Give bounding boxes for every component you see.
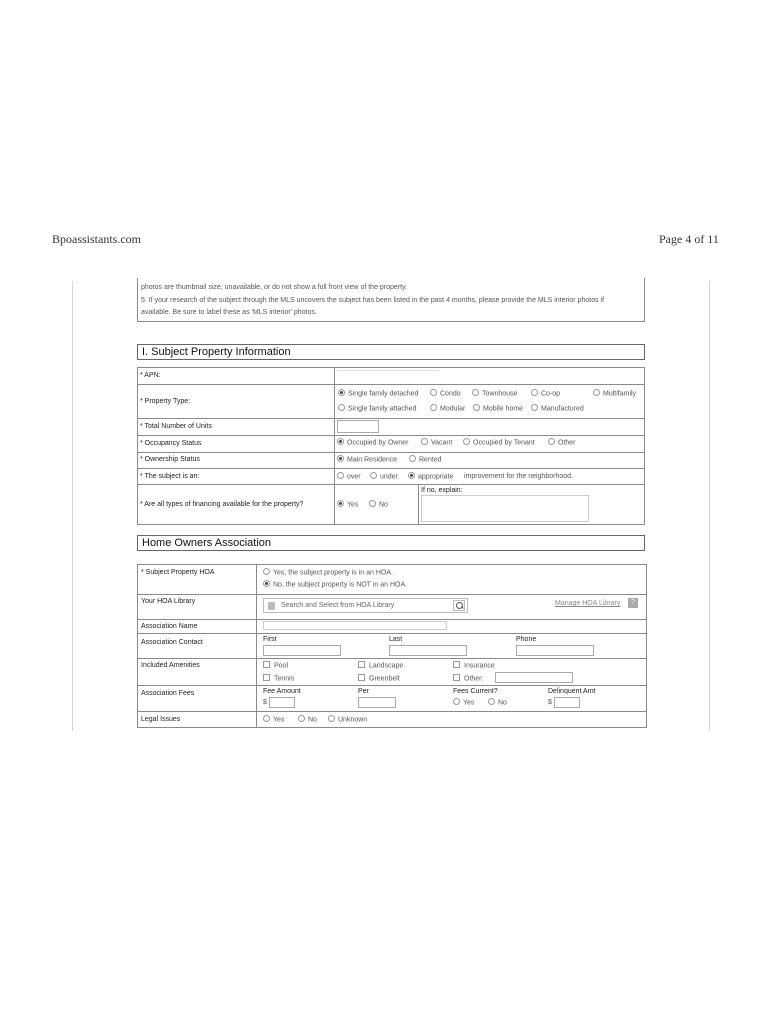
instruction-line-2: 5. If your research of the subject through the MLS uncovers the subject has been listed in the past 4 months, please provide the MLS interior photos if xyxy=(141,297,605,304)
financing-yes[interactable]: Yes xyxy=(337,501,358,508)
library-icon xyxy=(268,602,275,610)
help-icon[interactable]: ? xyxy=(628,598,638,608)
subject-is-under[interactable]: under xyxy=(370,473,398,480)
radio-icon xyxy=(337,500,344,507)
radio-icon xyxy=(370,472,377,479)
fee-amount-label: Fee Amount xyxy=(263,688,301,695)
subject-hoa-label: * Subject Property HOA xyxy=(141,569,215,576)
property-type-label: * Property Type: xyxy=(140,398,191,405)
fees-current-label: Fees Current? xyxy=(453,688,498,695)
occupancy-vacant[interactable]: Vacant xyxy=(421,439,452,446)
instruction-line-3: available. Be sure to label these as 'MLS interior' photos. xyxy=(141,309,317,316)
fees-current-yes[interactable]: Yes xyxy=(453,699,474,706)
radio-icon xyxy=(453,698,460,705)
per-select[interactable] xyxy=(358,697,396,708)
financing-no[interactable]: No xyxy=(369,501,388,508)
explain-divider xyxy=(418,484,419,525)
radio-icon xyxy=(338,389,345,396)
legal-unknown[interactable]: Unknown xyxy=(328,716,367,723)
amenity-landscape[interactable]: Landscape xyxy=(358,662,403,669)
radio-icon xyxy=(263,580,270,587)
row-divider xyxy=(137,484,645,485)
page-right-rule xyxy=(709,281,710,731)
occupancy-label: * Occupancy Status xyxy=(140,440,202,447)
amenity-pool[interactable]: Pool xyxy=(263,662,288,669)
property-type-mobile-home[interactable]: Mobile home xyxy=(473,405,523,412)
checkbox-icon xyxy=(358,661,365,668)
occupancy-tenant[interactable]: Occupied by Tenant xyxy=(463,439,535,446)
delinquent-input[interactable] xyxy=(554,697,580,708)
property-type-multifamily[interactable]: Multifamily xyxy=(593,390,636,397)
legal-issues-label: Legal Issues xyxy=(141,716,181,723)
radio-icon xyxy=(409,455,416,462)
radio-icon xyxy=(430,404,437,411)
amenity-other-input[interactable] xyxy=(495,672,573,683)
subject-is-over[interactable]: over xyxy=(337,473,361,480)
amenity-insurance[interactable]: Insurance xyxy=(453,662,495,669)
occupancy-other[interactable]: Other xyxy=(548,439,576,446)
ownership-rented[interactable]: Rented xyxy=(409,456,442,463)
property-type-townhouse[interactable]: Townhouse xyxy=(472,390,517,397)
legal-no[interactable]: No xyxy=(298,716,317,723)
radio-icon xyxy=(263,568,270,575)
row-divider xyxy=(137,452,645,453)
ownership-main-residence[interactable]: Main Residence xyxy=(337,456,397,463)
fee-amount-input[interactable] xyxy=(269,697,295,708)
row-divider xyxy=(137,685,647,686)
association-contact-label: Association Contact xyxy=(141,639,203,646)
radio-icon xyxy=(369,500,376,507)
radio-icon xyxy=(338,404,345,411)
hoa-no-option[interactable]: No, the subject property is NOT in an HOA. xyxy=(263,581,407,588)
contact-first-label: First xyxy=(263,636,277,643)
radio-icon xyxy=(337,438,344,445)
ownership-label: * Ownership Status xyxy=(140,456,200,463)
property-type-single-family-attached[interactable]: Single family attached xyxy=(338,405,416,412)
subject-is-label: * The subject is an: xyxy=(140,473,200,480)
delinquent-label: Delinquent Amt xyxy=(548,688,596,695)
subject-column-divider xyxy=(334,367,335,525)
occupancy-owner[interactable]: Occupied by Owner xyxy=(337,439,408,446)
hoa-yes-option[interactable]: Yes, the subject property is in an HOA. xyxy=(263,569,393,576)
units-input[interactable] xyxy=(337,420,379,433)
apn-input[interactable] xyxy=(337,370,439,371)
instructions-box xyxy=(137,278,645,322)
association-fees-label: Association Fees xyxy=(141,690,195,697)
hoa-section-title: Home Owners Association xyxy=(137,535,645,551)
hoa-column-divider xyxy=(256,564,257,728)
subject-is-suffix: improvement for the neighborhood. xyxy=(464,473,573,480)
radio-icon xyxy=(472,389,479,396)
contact-last-label: Last xyxy=(389,636,403,643)
instruction-line-1: photos are thumbnail size, unavailable, or do not show a full front view of the property. xyxy=(141,284,408,291)
property-type-co-op[interactable]: Co-op xyxy=(531,390,560,397)
row-divider xyxy=(137,658,647,659)
amenity-tennis[interactable]: Tennis xyxy=(263,675,294,682)
radio-icon xyxy=(408,472,415,479)
row-divider xyxy=(137,711,647,712)
amenities-label: Included Amenities xyxy=(141,662,200,669)
contact-first-input[interactable] xyxy=(263,645,341,656)
association-name-input[interactable] xyxy=(263,621,447,630)
subject-section-title: I. Subject Property Information xyxy=(137,344,645,360)
financing-label: * Are all types of financing available for the property? xyxy=(140,501,304,508)
delinquent-dollar-sign: $ xyxy=(548,699,552,706)
row-divider xyxy=(137,633,647,634)
apn-label: * APN: xyxy=(140,372,161,379)
property-type-manufactured[interactable]: Manufactured xyxy=(531,405,584,412)
search-icon[interactable] xyxy=(453,600,465,611)
radio-icon xyxy=(430,389,437,396)
explain-textarea[interactable] xyxy=(421,495,589,522)
association-name-label: Association Name xyxy=(141,623,198,630)
radio-icon xyxy=(298,715,305,722)
radio-icon xyxy=(531,389,538,396)
property-type-modular[interactable]: Modular xyxy=(430,405,465,412)
row-divider xyxy=(137,435,645,436)
row-divider xyxy=(137,468,645,469)
manage-hoa-library-link[interactable]: Manage HOA Library xyxy=(555,600,621,607)
row-divider xyxy=(137,384,645,385)
subject-is-appropriate[interactable]: appropriate xyxy=(408,473,453,480)
radio-icon xyxy=(421,438,428,445)
row-divider xyxy=(137,418,645,419)
property-type-single-family-detached[interactable]: Single family detached xyxy=(338,390,418,397)
checkbox-icon xyxy=(263,661,270,668)
radio-icon xyxy=(593,389,600,396)
row-divider xyxy=(137,594,647,595)
contact-last-input[interactable] xyxy=(389,645,467,656)
hoa-library-label: Your HOA Library xyxy=(141,598,196,605)
hoa-search-placeholder: Search and Select from HOA Library xyxy=(281,602,395,609)
row-divider xyxy=(137,619,647,620)
radio-icon xyxy=(548,438,555,445)
site-name: Bpoassistants.com xyxy=(52,232,141,246)
checkbox-icon xyxy=(358,674,365,681)
units-label: * Total Number of Units xyxy=(140,423,212,430)
fees-current-no[interactable]: No xyxy=(488,699,507,706)
contact-phone-input[interactable] xyxy=(516,645,594,656)
checkbox-icon xyxy=(453,674,460,681)
radio-icon xyxy=(328,715,335,722)
checkbox-icon xyxy=(453,661,460,668)
legal-yes[interactable]: Yes xyxy=(263,716,284,723)
radio-icon xyxy=(263,715,270,722)
radio-icon xyxy=(488,698,495,705)
radio-icon xyxy=(337,472,344,479)
hoa-library-search[interactable] xyxy=(263,598,468,613)
page-left-rule xyxy=(72,281,73,731)
radio-icon xyxy=(473,404,480,411)
contact-phone-label: Phone xyxy=(516,636,537,643)
explain-label: If no, explain: xyxy=(421,487,463,494)
page-number: Page 4 of 11 xyxy=(659,232,719,246)
radio-icon xyxy=(531,404,538,411)
radio-icon xyxy=(463,438,470,445)
per-label: Per xyxy=(358,688,369,695)
fee-dollar-sign: $ xyxy=(263,699,267,706)
property-type-condo[interactable]: Condo xyxy=(430,390,461,397)
amenity-other[interactable]: Other: xyxy=(453,675,483,682)
radio-icon xyxy=(337,455,344,462)
checkbox-icon xyxy=(263,674,270,681)
amenity-greenbelt[interactable]: Greenbelt xyxy=(358,675,400,682)
